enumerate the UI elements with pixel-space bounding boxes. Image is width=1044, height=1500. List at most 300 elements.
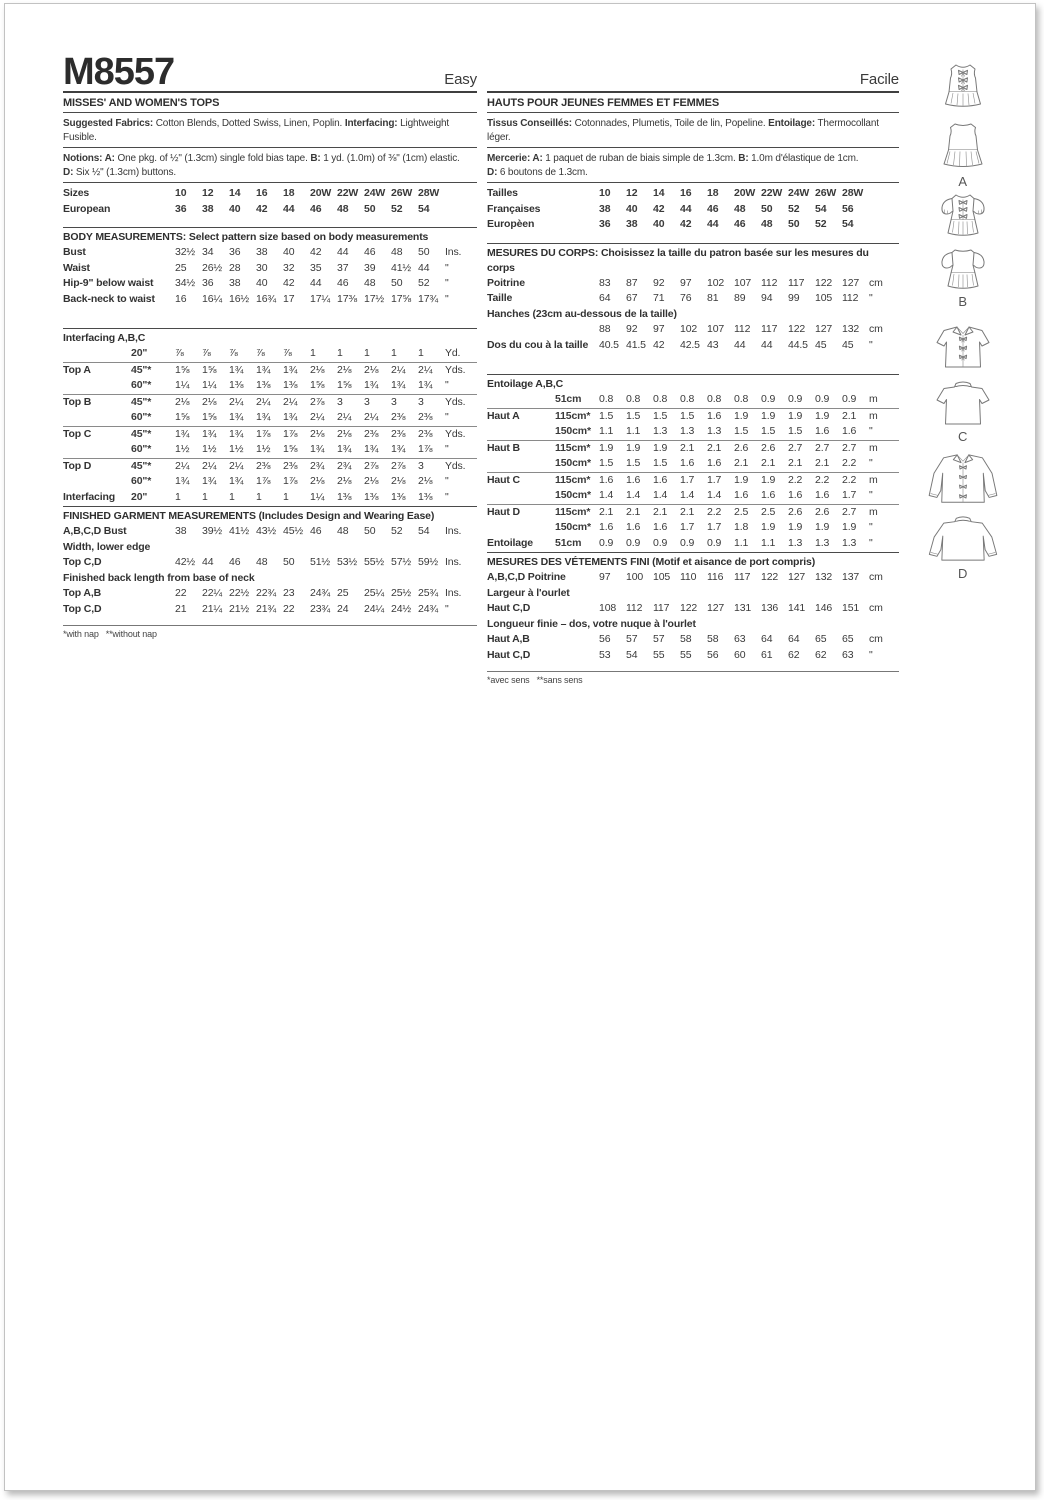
unit-label [869,202,899,218]
table-row [487,338,899,354]
size-value: 1.6 [680,457,695,469]
size-value: 1¾ [202,427,217,440]
finished-measurements-fr [487,553,899,663]
size-value: 44 [337,246,349,258]
size-value: 1¾ [256,363,271,376]
size-value: 50 [418,246,430,258]
size-value: 1¾ [229,427,244,440]
size-value: 2.1 [707,441,722,454]
size-value: 1.9 [626,441,641,454]
table-row [487,186,899,202]
size-value: 1.9 [599,441,614,454]
size-value: 38 [202,202,214,215]
size-value: 38 [626,218,638,230]
size-value: 32½ [175,246,195,258]
size-value: 2⅛ [418,475,433,487]
table-row [63,346,477,362]
size-value: 2⅛ [337,363,352,376]
row-sublabel: 115cm* [555,409,591,422]
masthead [63,52,477,93]
size-value: 2¾ [310,459,325,472]
unit-label [445,202,477,218]
size-value: 0.9 [707,536,722,549]
garment-label: A [958,174,968,189]
unit-label: Yds. [445,427,466,440]
size-value: 1¾ [229,363,244,376]
notions-line2: D: Six ½" (1.3cm) buttons. [63,166,177,178]
fabrics-en: Suggested Fabrics: Cotton Blends, Dotted Swiss, Linen, Poplin. Interfacing: Lightweight Fusible. [63,113,477,148]
size-value: 127 [842,276,860,289]
size-value: 1 [364,347,370,359]
size-value: 54 [418,202,430,215]
table-row [487,440,899,457]
size-value: 2.5 [761,505,776,518]
size-value: 35 [310,261,322,274]
body-measurements-en [63,227,477,317]
unit-label: Ins. [445,587,462,599]
size-value: 22 [175,587,187,599]
size-value: 1.5 [599,409,614,422]
garment-c-back-drawing [928,379,998,427]
size-value: 44 [310,277,322,289]
size-value: 1.6 [761,489,776,501]
size-value: 60 [734,648,746,661]
row-label [487,322,599,338]
size-value: 40 [283,246,295,258]
size-value: 137 [842,571,860,583]
size-value: 1.1 [599,425,614,437]
size-value: 17⅝ [391,292,411,305]
size-value: 1.9 [842,521,857,533]
size-value: 1.9 [653,441,668,454]
size-value: 1.6 [599,521,614,533]
size-value: 112 [761,276,778,289]
size-value: 2¼ [229,395,244,408]
size-value: 23 [283,587,295,599]
size-value: 117 [788,276,805,289]
size-value: 3 [418,395,424,408]
size-value: 1.1 [626,425,641,437]
table-row [487,291,899,307]
size-value: 0.8 [680,393,695,405]
unit-label: " [445,443,449,455]
table-row [487,202,899,218]
size-value: 42 [653,338,665,351]
size-value: 2.1 [842,409,857,422]
row-sublabel: 51cm [555,536,582,549]
row-label [487,456,555,472]
unit-label [869,217,899,233]
size-value: 48 [337,525,349,537]
size-value: 62 [788,648,800,661]
size-value: 122 [815,276,833,289]
row-sublabel: 115cm* [555,441,591,454]
size-value: 1⅝ [175,411,190,423]
row-sublabel: 115cm* [555,505,591,518]
size-value: 1.9 [761,521,776,533]
table-row [487,586,899,602]
size-value: 1¾ [364,379,379,391]
size-value: 2.6 [734,441,749,454]
row-label: Haut A,B [487,633,530,645]
size-value: 24W [788,187,810,199]
row-label: Interfacing [63,490,116,503]
size-value: 2.1 [788,457,803,469]
size-value: 44 [707,218,719,230]
unit-label [445,186,477,202]
size-value: 97 [653,323,665,335]
size-value: 48 [734,202,746,215]
table-row [487,504,899,521]
garment-label: C [958,429,968,444]
size-value: 43½ [256,525,276,537]
garment-c-front-drawing [928,324,998,372]
size-value: 1.5 [626,457,641,469]
unit-label: m [869,441,878,454]
size-value: 1⅝ [202,363,217,376]
title-en: MISSES' AND WOMEN'S TOPS [63,93,477,113]
size-value: 26W [815,187,837,199]
size-value: 2⅛ [364,475,379,487]
size-value: 127 [707,602,725,614]
size-value: 1½ [175,443,190,455]
size-value: 2⅞ [391,459,406,472]
size-value: 92 [653,276,665,289]
table-row [487,307,899,323]
table-row [487,472,899,489]
size-value: 2⅜ [418,411,433,423]
row-sublabel: 115cm* [555,473,591,486]
row-label: Europèen [487,218,535,230]
size-value: 112 [734,323,751,335]
size-value: 1¾ [418,379,433,391]
table-row [63,245,477,261]
size-value: 53½ [337,556,357,568]
size-value: 1.6 [815,489,830,501]
size-value: 40 [626,202,638,215]
footnote-fr: *avec sens **sans sens [487,675,583,685]
size-value: 57½ [391,556,411,568]
unit-label: " [869,338,873,351]
row-label [63,378,131,394]
size-value: 1 [202,490,208,503]
size-value: 52 [391,202,403,215]
size-value: 41.5 [626,338,646,351]
unit-label: m [869,393,878,405]
unit-label: Ins. [445,525,462,537]
size-value: 37 [337,261,349,274]
size-value: 2.6 [788,505,803,518]
size-value: 2⅛ [337,475,352,487]
size-value: 0.9 [761,393,776,405]
size-value: 38 [599,202,611,215]
row-label: Longueur finie – dos, votre nuque à l'ourlet [487,617,696,630]
size-value: 46 [707,202,719,215]
table-row [63,362,477,379]
size-value: 1¾ [337,443,352,455]
row-sublabel: 150cm* [555,425,591,437]
size-value: 65 [842,633,854,645]
size-value: 55 [653,648,665,661]
size-value: 54 [842,218,854,230]
size-value: 25 [175,261,187,274]
size-value: 22W [337,187,359,199]
size-value: 2⅛ [175,395,190,408]
size-value: 16 [680,187,692,199]
garment-illustration-d [913,452,1013,581]
table-row [487,408,899,425]
unit-label: " [869,489,873,501]
size-value: 1.3 [707,425,722,437]
size-value: 2.6 [815,505,830,518]
size-value: 64 [788,633,800,645]
size-value: 1.7 [842,489,857,501]
unit-label: m [869,409,878,422]
size-value: 2.1 [734,457,749,469]
size-value: 24W [364,187,386,199]
size-value: 59½ [418,556,438,568]
size-value: 55½ [364,556,384,568]
size-value: 0.9 [653,536,668,549]
body-measurements-heading-en: BODY MEASUREMENTS: Select pattern size based on body measurements [63,231,429,243]
size-value: 1.4 [626,489,641,501]
finished-heading-fr: MESURES DES VÉTEMENTS FINI (Motif et aisance de port compris) [487,556,816,568]
size-value: 1.9 [761,473,776,486]
size-value: 28W [418,187,440,199]
size-value: 18 [707,187,719,199]
size-value: 1.6 [653,521,668,533]
table-row [63,586,477,602]
table-row [487,617,899,633]
size-value: 89 [734,292,746,304]
size-value: 2.5 [734,505,749,518]
size-value: 3 [364,395,370,408]
size-value: 50 [788,218,800,230]
size-value: 112 [626,602,643,614]
size-value: 48 [337,202,349,215]
size-value: 1.4 [707,489,722,501]
size-value: 132 [842,323,860,335]
size-value: 46 [229,556,241,568]
size-value: 44 [761,338,773,351]
notions-line1: Notions: A: One pkg. of ½" (1.3cm) single fold bias tape. B: 1 yd. (1.0m) of ⅜" (1cm) elastic. [63,153,460,164]
table-row [63,540,477,556]
row-sublabel: 60"* [131,475,152,487]
unit-label: cm [869,571,883,583]
size-value: 122 [761,571,779,583]
size-value: 1.5 [734,425,749,437]
table-row [487,217,899,233]
size-value: 1.3 [653,425,668,437]
unit-label: cm [869,602,883,614]
size-value: 1.9 [734,409,749,422]
size-value: 55 [680,648,692,661]
unit-label: " [869,457,873,469]
table-row [63,202,477,218]
row-label: Haut C,D [487,648,531,661]
size-value: 1.6 [599,473,614,486]
size-value: 50 [761,202,773,215]
size-value: 1¾ [229,411,244,423]
size-value: 1.9 [815,521,830,533]
finished-measurements-en [63,507,477,617]
size-value: 64 [599,292,611,304]
size-value: ⅞ [283,347,292,359]
row-label: Top C,D [63,602,102,615]
difficulty-label-en: Easy [444,71,477,88]
notions-en [63,148,477,183]
size-value: 1¾ [283,411,298,423]
garment-b-front-drawing [930,192,996,240]
size-value: 16 [175,292,187,305]
size-value: 54 [418,525,430,537]
size-value: 0.9 [680,536,695,549]
size-value: 46 [310,525,322,537]
size-value: 53 [599,648,611,661]
row-label: Largeur à l'ourlet [487,586,570,599]
row-label: Width, lower edge [63,540,151,553]
size-value: 1.5 [788,425,803,437]
size-value: 1.4 [599,489,614,501]
size-value: 2⅜ [391,411,406,423]
size-value: 2¼ [283,395,298,408]
size-value: 16 [256,187,268,199]
row-sublabel: 60"* [131,379,152,391]
row-label: Françaises [487,202,541,215]
size-value: 44 [418,261,430,274]
row-sublabel: 45"* [131,459,152,472]
table-row [487,488,899,504]
masthead-fr [487,52,899,93]
row-sublabel: 150cm* [555,489,591,501]
size-value: 2.7 [842,441,857,454]
size-value: 1.5 [761,425,776,437]
size-value: 17½ [364,292,384,305]
size-value: 36 [599,218,611,230]
row-label: Tailles [487,187,518,199]
size-value: 0.8 [599,393,614,405]
size-value: 42½ [175,556,195,568]
difficulty-label-fr: Facile [859,71,899,88]
table-row [63,442,477,458]
size-value: 1.3 [815,536,830,549]
size-value: 39½ [202,525,222,537]
size-value: 2¼ [175,459,190,472]
size-value: 1.6 [815,425,830,437]
row-label [487,520,555,536]
size-value: 17¼ [310,292,330,305]
size-value: 1¼ [175,379,190,391]
size-value: 1½ [256,443,271,455]
size-value: 12 [626,187,638,199]
size-value: 110 [680,571,697,583]
size-value: 2¾ [337,459,352,472]
size-value: 26W [391,187,413,199]
size-value: 46 [364,246,376,258]
size-value: 41½ [229,525,249,537]
size-value: 1.6 [626,521,641,533]
size-value: 1¾ [175,427,190,440]
size-value: 63 [734,633,746,645]
row-label: Haut D [487,505,520,518]
size-value: 17 [283,292,295,305]
size-value: 2⅛ [337,427,352,440]
size-value: 46 [337,277,349,289]
garment-label: D [958,566,968,581]
row-sublabel: 20" [131,490,148,503]
size-value: 105 [815,292,833,304]
row-label: Top A [63,363,91,376]
unit-label: " [869,521,873,533]
size-value: 42 [653,202,665,215]
row-label [63,346,131,362]
size-value: 12 [202,187,214,199]
size-value: 50 [364,202,376,215]
size-value: 2⅛ [364,363,379,376]
row-label: Waist [63,261,90,274]
size-value: 26½ [202,261,222,274]
size-value: 0.9 [788,393,803,405]
unit-label: " [869,648,873,661]
size-value: 22½ [229,587,249,599]
size-value: 2¼ [229,459,244,472]
size-value: 1⅞ [256,427,271,440]
size-value: 22W [761,187,783,199]
size-value: 1⅝ [202,411,217,423]
size-value: 107 [707,323,725,335]
size-value: 48 [256,556,268,568]
size-value: 1 [175,490,181,503]
size-value: 1 [418,347,424,359]
size-value: 1¾ [256,411,271,423]
size-value: 50 [391,277,403,289]
size-value: 36 [229,246,241,258]
size-value: 21½ [229,602,249,615]
size-value: 2.1 [680,505,695,518]
size-value: 1.7 [707,473,722,486]
size-value: 63 [842,648,854,661]
size-value: 3 [418,459,424,472]
size-value: 1.6 [707,409,722,422]
size-value: 1.3 [842,536,857,549]
size-value: 1⅝ [310,379,325,391]
size-value: 40 [256,277,268,289]
size-value: 1⅜ [364,490,379,503]
size-value: 1½ [202,443,217,455]
size-value: 3 [391,395,397,408]
size-value: 1¾ [310,443,325,455]
size-value: 1⅜ [283,379,298,391]
size-value: 24½ [391,602,411,615]
row-sublabel: 60"* [131,443,152,455]
size-value: 132 [815,571,833,583]
size-value: 0.8 [734,393,749,405]
size-value: 3 [337,395,343,408]
size-value: 1¾ [202,475,217,487]
size-value: 1 [310,347,316,359]
row-label: Haut C [487,473,520,486]
size-value: 34 [202,246,214,258]
size-value: 44.5 [788,338,808,351]
size-value: 0.9 [626,536,641,549]
table-row [63,555,477,571]
size-value: 40.5 [599,338,619,351]
interfacing-heading-en: Interfacing A,B,C [63,332,146,344]
sizes-table-fr [487,183,899,243]
row-label: Haut A [487,409,520,422]
size-value: 25½ [391,587,411,599]
size-value: 99 [788,292,800,304]
